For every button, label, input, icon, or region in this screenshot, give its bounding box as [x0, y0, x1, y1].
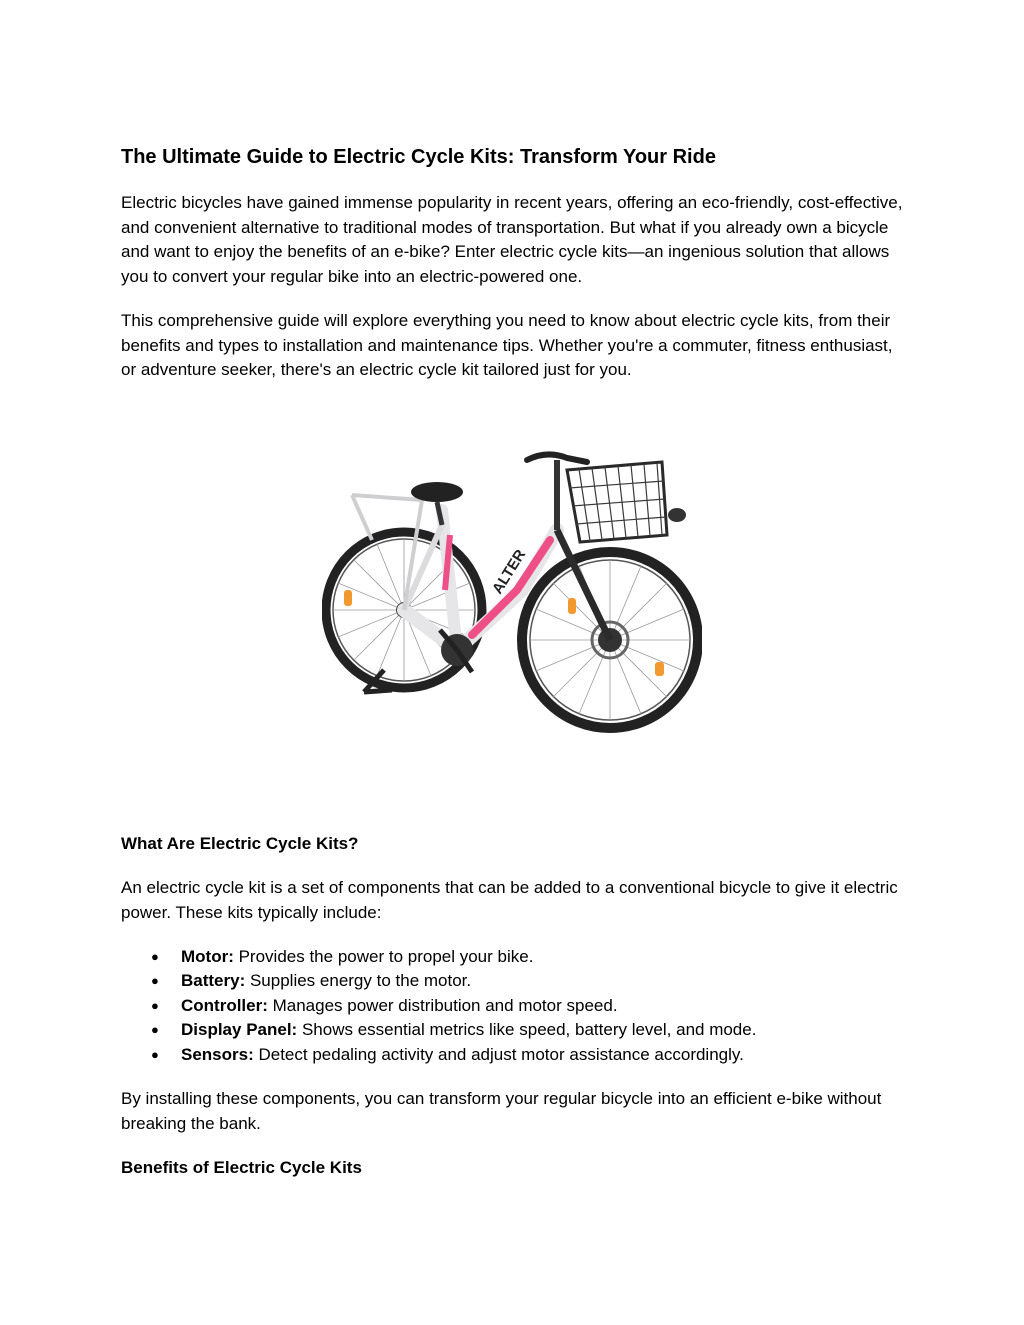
component-term: Controller: [181, 995, 268, 1015]
list-item [121, 1018, 911, 1042]
kit-definition-paragraph: An electric cycle kit is a set of components that can be added to a conventional bicycle to give it electric power. These kits typically include: [121, 878, 898, 922]
article-title: The Ultimate Guide to Electric Cycle Kits: Transform Your Ride [121, 146, 716, 168]
list-item [121, 1043, 911, 1067]
closing-paragraph: By installing these components, you can transform your regular bicycle into an efficient e-bike without breaking the bank. [121, 1089, 882, 1133]
bullet-icon: ● [151, 1022, 159, 1038]
bullet-icon: ● [151, 1046, 159, 1062]
component-list [121, 945, 911, 1067]
component-description: Detect pedaling activity and adjust motor assistance accordingly. [253, 1044, 744, 1064]
component-description: Supplies energy to the motor. [245, 971, 472, 991]
list-item [121, 945, 911, 969]
intro-paragraph: Electric bicycles have gained immense popularity in recent years, offering an eco-friendly, cost-effective, and convenient alternative to traditional modes of transportation. But what if you already own a bicycle and want to enjoy the benefits of an e-bike? Enter electric cycle kits—an ingenious solution that allows you to convert your regular bike into an electric-powered one. [121, 193, 903, 286]
component-description: Shows essential metrics like speed, battery level, and mode. [297, 1020, 757, 1040]
component-term: Sensors: [181, 1044, 254, 1064]
component-description: Manages power distribution and motor speed. [267, 995, 618, 1015]
component-term: Display Panel: [181, 1020, 298, 1040]
bullet-icon: ● [151, 973, 159, 989]
frame-brand-text: ALTER [488, 546, 530, 598]
component-term: Battery: [181, 971, 246, 991]
section-heading-what: What Are Electric Cycle Kits? [121, 834, 359, 853]
list-item [121, 994, 911, 1018]
bullet-icon: ● [151, 949, 159, 964]
component-description: Provides the power to propel your bike. [233, 947, 534, 966]
component-term: Motor: [181, 947, 234, 966]
section-heading-benefits: Benefits of Electric Cycle Kits [121, 1158, 362, 1177]
guide-overview-paragraph: This comprehensive guide will explore everything you need to know about electric cycle kits, from their benefits and types to installation and maintenance tips. Whether you're a commuter, fitness enthusiast, or adventure seeker, there's an electric cycle kit tailored just for you. [121, 311, 893, 379]
bicycle-image [322, 440, 702, 745]
list-item [121, 969, 911, 993]
bullet-icon: ● [151, 997, 159, 1013]
front-basket [567, 462, 686, 542]
